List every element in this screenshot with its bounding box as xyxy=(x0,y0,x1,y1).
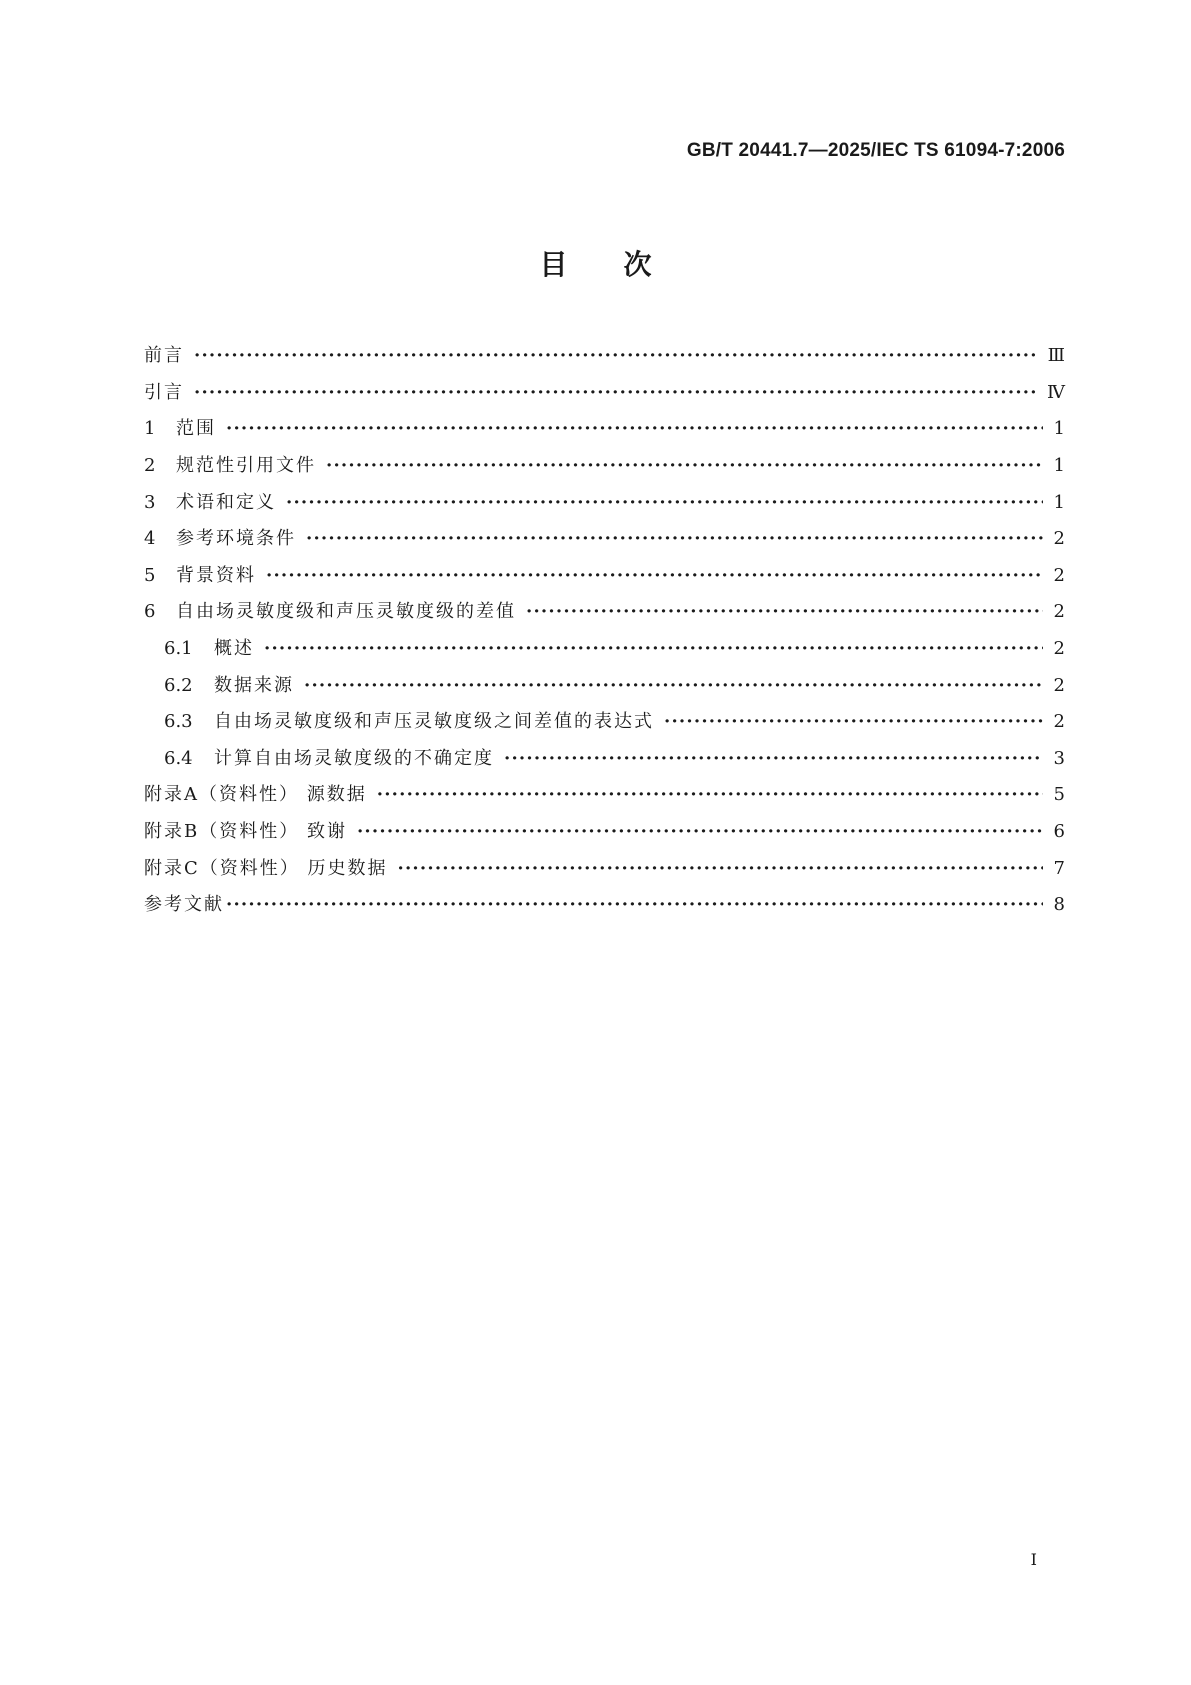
toc-entry-label: 附录C（资料性） 历史数据 xyxy=(144,857,388,879)
toc-entry-number: 5 xyxy=(144,564,156,586)
toc-entry-page: 7 xyxy=(1053,857,1065,879)
toc-entry-6-1[interactable] xyxy=(144,631,1065,668)
toc-dot-leader xyxy=(264,640,1043,658)
toc-entry-4[interactable] xyxy=(144,521,1065,558)
toc-entry-6-3[interactable] xyxy=(144,704,1065,741)
toc-dot-leader xyxy=(266,567,1043,585)
toc-entry-label: 范围 xyxy=(176,418,216,440)
toc-dot-leader xyxy=(286,494,1043,512)
toc-entry-number: 6.2 xyxy=(164,674,193,696)
toc-entry-number: 1 xyxy=(144,418,156,440)
toc-dot-leader xyxy=(326,457,1043,475)
toc-entry-label: 前言 xyxy=(144,345,184,367)
toc-dot-leader xyxy=(304,677,1043,695)
toc-entry-5[interactable] xyxy=(144,558,1065,595)
toc-entry-number: 6.4 xyxy=(164,747,193,769)
toc-entry-page: 2 xyxy=(1053,638,1065,660)
toc-entry-page: 8 xyxy=(1053,894,1065,916)
standard-code: GB/T 20441.7—2025/IEC TS 61094-7:2006 xyxy=(686,140,1065,161)
toc-entry-page: 3 xyxy=(1053,747,1065,769)
toc-entry-3[interactable] xyxy=(144,484,1065,521)
toc-dot-leader xyxy=(398,860,1044,878)
toc-entry-annex-a[interactable] xyxy=(144,777,1065,814)
toc-entry-preface[interactable] xyxy=(144,338,1065,375)
page-number: I xyxy=(1030,1550,1037,1569)
toc-entry-page: Ⅳ xyxy=(1047,381,1065,403)
toc-entry-page: 1 xyxy=(1053,491,1065,513)
toc-entry-page: 1 xyxy=(1053,418,1065,440)
toc-entry-label: 规范性引用文件 xyxy=(176,455,316,477)
toc-dot-leader xyxy=(526,603,1043,621)
toc-entry-page: 2 xyxy=(1053,528,1065,550)
toc-entry-6[interactable] xyxy=(144,594,1065,631)
toc-dot-leader xyxy=(194,347,1038,365)
toc-entry-page: 2 xyxy=(1053,601,1065,623)
toc-entry-label: 自由场灵敏度级和声压灵敏度级之间差值的表达式 xyxy=(214,711,654,733)
toc-entry-label: 自由场灵敏度级和声压灵敏度级的差值 xyxy=(176,601,516,623)
toc-entry-number: 3 xyxy=(144,491,156,513)
toc-entry-6-4[interactable] xyxy=(144,741,1065,778)
toc-entry-page: 2 xyxy=(1053,674,1065,696)
toc-entry-6-2[interactable] xyxy=(144,667,1065,704)
toc-entry-2[interactable] xyxy=(144,448,1065,485)
toc-dot-leader xyxy=(306,530,1043,548)
toc-entry-page: Ⅲ xyxy=(1047,345,1065,367)
toc-entry-label: 参考文献 xyxy=(144,894,224,916)
toc-dot-leader xyxy=(504,750,1043,768)
toc-entry-bibliography[interactable] xyxy=(144,887,1065,924)
toc-entry-label: 概述 xyxy=(214,638,254,660)
toc-dot-leader xyxy=(194,384,1037,402)
toc-entry-number: 6 xyxy=(144,601,156,623)
toc-entry-label: 附录B（资料性） 致谢 xyxy=(144,821,347,843)
toc-entry-number: 4 xyxy=(144,528,156,550)
toc-entry-label: 数据来源 xyxy=(214,674,294,696)
toc-entry-page: 6 xyxy=(1053,821,1065,843)
toc-entry-label: 引言 xyxy=(144,381,184,403)
toc-entry-label: 计算自由场灵敏度级的不确定度 xyxy=(214,747,494,769)
toc-entry-label: 附录A（资料性） 源数据 xyxy=(144,784,367,806)
toc-entry-introduction[interactable] xyxy=(144,375,1065,412)
toc-entry-annex-c[interactable] xyxy=(144,850,1065,887)
toc-dot-leader xyxy=(664,713,1043,731)
toc-dot-leader xyxy=(226,420,1043,438)
toc-entry-annex-b[interactable] xyxy=(144,814,1065,851)
toc-dot-leader xyxy=(357,823,1043,841)
toc-entry-page: 5 xyxy=(1053,784,1065,806)
toc-entry-page: 2 xyxy=(1053,711,1065,733)
toc-entry-number: 6.3 xyxy=(164,711,193,733)
table-of-contents xyxy=(144,338,1065,924)
toc-entry-label: 背景资料 xyxy=(176,564,256,586)
toc-dot-leader xyxy=(377,786,1043,804)
toc-dot-leader xyxy=(226,896,1043,914)
toc-entry-label: 术语和定义 xyxy=(176,491,276,513)
page-title: 目次 xyxy=(539,248,708,281)
toc-entry-number: 6.1 xyxy=(164,638,193,660)
toc-entry-page: 1 xyxy=(1053,455,1065,477)
toc-entry-number: 2 xyxy=(144,455,156,477)
toc-entry-page: 2 xyxy=(1053,564,1065,586)
toc-entry-label: 参考环境条件 xyxy=(176,528,296,550)
toc-entry-1[interactable] xyxy=(144,411,1065,448)
